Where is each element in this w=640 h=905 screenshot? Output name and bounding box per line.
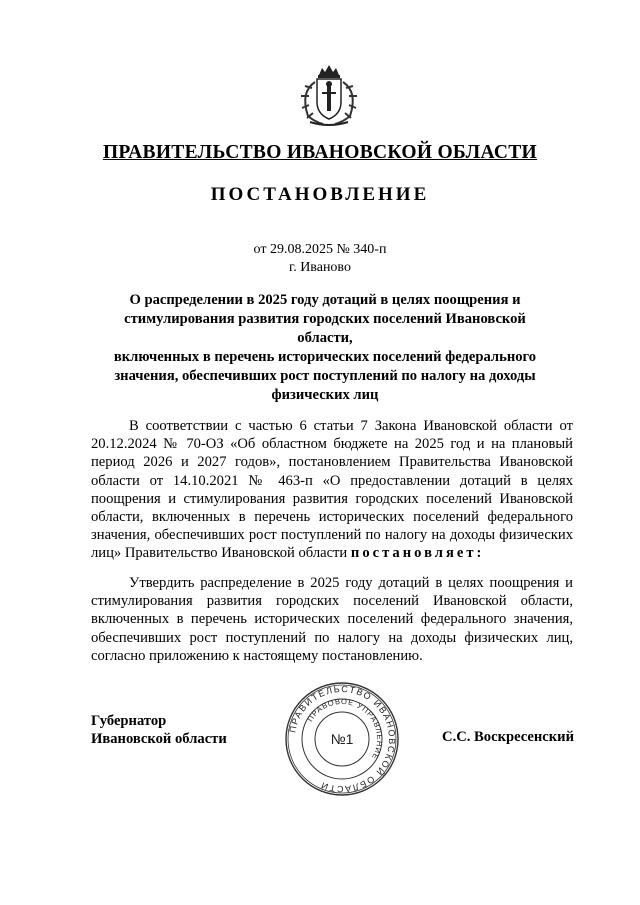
- subject-line: стимулирования развития городских поселений Ивановской области,: [124, 311, 526, 346]
- date-and-number: от 29.08.2025 № 340-п: [253, 242, 387, 257]
- position-line: Губернатор: [91, 713, 167, 729]
- coat-of-arms-icon: [290, 62, 368, 128]
- stamp-inner-text: ПРАВОВОЕ УПРАВЛЕНИЕ: [305, 696, 385, 762]
- official-stamp-icon: [283, 680, 401, 798]
- position-line: Ивановской области: [91, 731, 227, 747]
- preamble-text: В соответствии с частью 6 статьи 7 Закона Ивановской области от 20.12.2024 № 70-ОЗ «Об областном бюджете на 2025 год и на плановый период 2026 и 2027 годов», постановлением Правительства Ивановской области от 14.10.2021 № 463-п «О предоставлении дотаций в целях поощрения и стимулирования развития городских поселений Ивановской области, включенных в перечень исторических поселений федерального значения, обеспечивших рост поступлений по налогу на доходы физических лиц» Правительство Ивановской области: [91, 418, 573, 562]
- signatory-name: С.С. Воскресенский: [442, 729, 574, 745]
- government-title: ПРАВИТЕЛЬСТВО ИВАНОВСКОЙ ОБЛАСТИ: [102, 142, 538, 163]
- stamp-ring-text: ПРАВИТЕЛЬСТВО ИВАНОВСКОЙ ОБЛАСТИ: [287, 683, 398, 795]
- subject-line: физических лиц: [271, 387, 379, 403]
- body-paragraph-preamble: [91, 417, 573, 563]
- subject-line: значения, обеспечивших рост поступлений по налогу на доходы: [114, 368, 536, 384]
- resolution-colon: :: [476, 545, 482, 562]
- body-paragraph-resolution: Утвердить распределение в 2025 году дотаций в целях поощрения и стимулирования развития городских поселений Ивановской области, включенных в перечень исторических поселений федерального значения, обеспечивших рост поступлений по налогу на доходы физических лиц, согласно приложению к настоящему постановлению.: [91, 575, 573, 664]
- subject-line: включенных в перечень исторических поселений федерального: [113, 349, 537, 365]
- stamp-center-number: №1: [330, 731, 354, 747]
- city: г. Иваново: [289, 260, 351, 275]
- document-type-title: ПОСТАНОВЛЕНИЕ: [210, 184, 430, 205]
- document-subject: [95, 291, 555, 405]
- signatory-position: [91, 712, 227, 748]
- resolution-keyword: постановляет: [350, 545, 477, 562]
- subject-line: О распределении в 2025 году дотаций в целях поощрения и: [129, 292, 521, 308]
